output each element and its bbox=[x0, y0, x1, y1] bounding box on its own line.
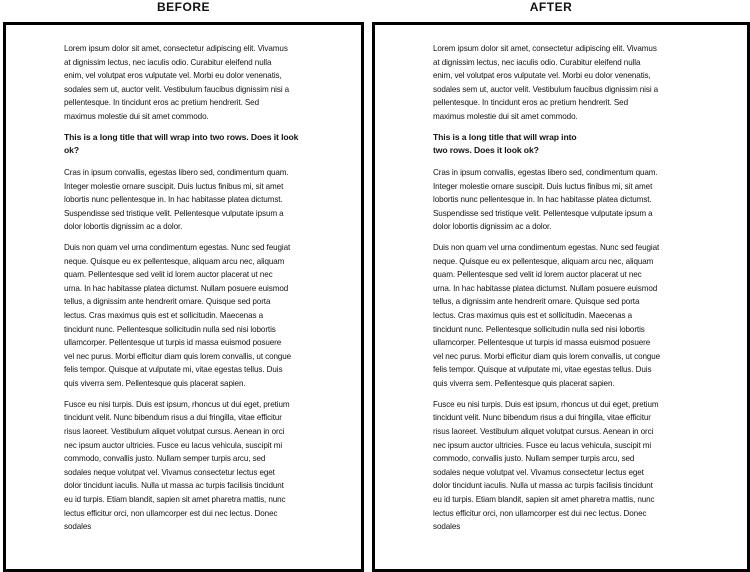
after-panel bbox=[372, 22, 750, 572]
after-paragraph-2: Cras in ipsum convallis, egestas libero sed, condimentum quam. Integer molestie ornare suscipit. Duis luctus finibus mi, sit amet lobortis nunc pellentesque in. In hac habitasse platea dictumst. Suspendisse sed tristique velit. Pellentesque vulputate ipsum a dolor lobortis dignissim ac a dolor. bbox=[433, 167, 658, 232]
before-paragraph-3: Duis non quam vel urna condimentum egestas. Nunc sed feugiat neque. Quisque eu ex pellentesque, aliquam arcu nec, aliquam quam. Pellentesque sed velit id lorem auctor placerat ut nec urna. In hac habitasse platea dictumst. Nullam posuere euismod tellus, a dignissim ante hendrerit ornare. Quisque sed porta lectus. Cras maximus quis est et sollicitudin. Maecenas a tincidunt nunc. Pellentesque sollicitudin nulla sed nisi lobortis ullamcorper. Pellentesque ut turpis id massa euismod posuere vel nec purus. Morbi efficitur diam quis lorem convallis, ut congue felis tempor. Quisque at vulputate mi, vitae egestas tellus. Duis quis viverra sem. Pellentesque quis placerat sapien. bbox=[64, 243, 292, 389]
before-document bbox=[64, 42, 299, 541]
before-panel bbox=[3, 22, 364, 572]
before-section-title: This is a long title that will wrap into two rows. Does it look ok? bbox=[64, 131, 299, 156]
after-section-title: This is a long title that will wrap into two rows. Does it look ok? bbox=[433, 131, 577, 156]
after-heading: AFTER bbox=[529, 0, 573, 14]
after-paragraph-4: Fusce eu nisi turpis. Duis est ipsum, rhoncus ut dui eget, pretium tincidunt velit. Nunc bibendum risus a dui fringilla, vitae efficitur risus laoreet. Vestibulum aliquet volutpat cursus. Aenean in orci nec ipsum auctor ultricies. Fusce eu lacus vehicula, suscipit mi commodo, convallis justo. Nullam semper turpis arcu, sed sodales neque volutpat vel. Vivamus consectetur lectus eget dolor tincidunt iaculis. Nulla ut massa ac turpis facilisis tincidunt eu id turpis. Etiam blandit, sapien sit amet pharetra mattis, nunc lectus efficitur orci, non ullamcorper est dui nec lectus. Donec sodales bbox=[433, 399, 659, 532]
before-heading: BEFORE bbox=[156, 0, 210, 14]
after-document bbox=[433, 42, 661, 541]
before-paragraph-2: Cras in ipsum convallis, egestas libero sed, condimentum quam. Integer molestie ornare suscipit. Duis luctus finibus mi, sit amet lobortis nunc pellentesque in. In hac habitasse platea dictumst. Suspendisse sed tristique velit. Pellentesque vulputate ipsum a dolor lobortis dignissim ac a dolor. bbox=[64, 167, 289, 232]
before-paragraph-4: Fusce eu nisi turpis. Duis est ipsum, rhoncus ut dui eget, pretium tincidunt velit. Nunc bibendum risus a dui fringilla, vitae efficitur risus laoreet. Vestibulum aliquet volutpat cursus. Aenean in orci nec ipsum auctor ultricies. Fusce eu lacus vehicula, suscipit mi commodo, convallis justo. Nullam semper turpis arcu, sed sodales neque volutpat vel. Vivamus consectetur lectus eget dolor tincidunt iaculis. Nulla ut massa ac turpis facilisis tincidunt eu id turpis. Etiam blandit, sapien sit amet pharetra mattis, nunc lectus efficitur orci, non ullamcorper est dui nec lectus. Donec sodales bbox=[64, 399, 290, 532]
before-paragraph-1: Lorem ipsum dolor sit amet, consectetur adipiscing elit. Vivamus at dignissim lectus, nec iaculis odio. Curabitur eleifend nulla enim, vel volutpat eros vulputate vel. Morbi eu dolor venenatis, sodales sem ut, auctor velit. Vestibulum faucibus dignissim nisi a pellentesque. In tincidunt eros ac pretium hendrerit. Sed maximus molestie dui sit amet commodo. bbox=[64, 44, 290, 121]
after-paragraph-1: Lorem ipsum dolor sit amet, consectetur adipiscing elit. Vivamus at dignissim lectus, nec iaculis odio. Curabitur eleifend nulla enim, vel volutpat eros vulputate vel. Morbi eu dolor venenatis, sodales sem ut, auctor velit. Vestibulum faucibus dignissim nisi a pellentesque. In tincidunt eros ac pretium hendrerit. Sed maximus molestie dui sit amet commodo. bbox=[433, 44, 659, 121]
after-paragraph-3: Duis non quam vel urna condimentum egestas. Nunc sed feugiat neque. Quisque eu ex pellentesque, aliquam arcu nec, aliquam quam. Pellentesque sed velit id lorem auctor placerat ut nec urna. In hac habitasse platea dictumst. Nullam posuere euismod tellus, a dignissim ante hendrerit ornare. Quisque sed porta lectus. Cras maximus quis est et sollicitudin. Maecenas a tincidunt nunc. Pellentesque sollicitudin nulla sed nisi lobortis ullamcorper. Pellentesque ut turpis id massa euismod posuere vel nec purus. Morbi efficitur diam quis lorem convallis, ut congue felis tempor. Quisque at vulputate mi, vitae egestas tellus. Duis quis viverra sem. Pellentesque quis placerat sapien. bbox=[433, 243, 661, 389]
